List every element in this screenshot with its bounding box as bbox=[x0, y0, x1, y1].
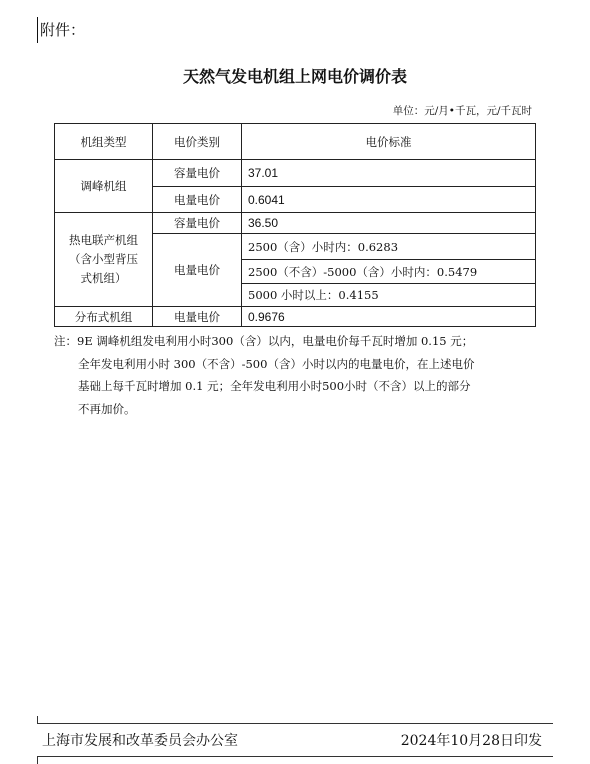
text-cursor bbox=[37, 17, 38, 43]
cell-chp-type bbox=[55, 213, 153, 307]
table-header-row bbox=[55, 124, 536, 160]
cell-chp-type-line1: 热电联产机组 bbox=[69, 233, 138, 247]
cell-chp-capacity-label: 容量电价 bbox=[153, 213, 242, 234]
cell-peak-capacity-value: 37.01 bbox=[242, 160, 536, 187]
cell-distributed-type: 分布式机组 bbox=[55, 307, 153, 327]
cell-peak-capacity-label: 容量电价 bbox=[153, 160, 242, 187]
footnote-line2: 全年发电利用小时 300（不含）-500（含）小时以内的电量电价，在上述电价 bbox=[78, 356, 475, 371]
cell-chp-tier1: 2500（含）小时内：0.6283 bbox=[242, 234, 536, 260]
cell-chp-type-line3: 式机组） bbox=[80, 271, 127, 285]
cell-chp-type-line2: （含小型背压 bbox=[69, 252, 138, 266]
cell-distributed-energy-value: 0.9676 bbox=[242, 307, 536, 327]
cell-peak-type: 调峰机组 bbox=[55, 160, 153, 213]
cell-chp-energy-label: 电量电价 bbox=[153, 234, 242, 307]
cell-chp-capacity-value: 36.50 bbox=[242, 213, 536, 234]
header-price-standard: 电价标准 bbox=[242, 124, 536, 160]
footnote-line4: 不再加价。 bbox=[78, 401, 136, 416]
footer-bottom-rule bbox=[37, 756, 553, 757]
cell-peak-energy-label: 电量电价 bbox=[153, 187, 242, 213]
cell-peak-energy-value: 0.6041 bbox=[242, 187, 536, 213]
cell-chp-tier3: 5000 小时以上：0.4155 bbox=[242, 284, 536, 307]
footnote-line1: 注：9E 调峰机组发电利用小时300（含）以内，电量电价每千瓦时增加 0.15 元； bbox=[54, 334, 474, 348]
table-row bbox=[55, 213, 536, 234]
unit-note: 单位：元/月•千瓦，元/千瓦时 bbox=[392, 105, 532, 117]
table-row bbox=[55, 160, 536, 187]
cell-distributed-energy-label: 电量电价 bbox=[153, 307, 242, 327]
footnote bbox=[54, 330, 534, 420]
header-unit-type: 机组类型 bbox=[55, 124, 153, 160]
footer-corner-mark-bottom bbox=[37, 756, 38, 764]
footer-date: 2024年10月28日印发 bbox=[400, 733, 542, 749]
attachment-label: 附件： bbox=[40, 21, 86, 39]
header-price-category: 电价类别 bbox=[153, 124, 242, 160]
footer-issuer: 上海市发展和改革委员会办公室 bbox=[42, 733, 238, 749]
footer-top-rule bbox=[37, 723, 553, 724]
document-title: 天然气发电机组上网电价调价表 bbox=[182, 67, 407, 86]
price-table bbox=[54, 123, 536, 327]
cell-chp-tier2: 2500（不含）-5000（含）小时内：0.5479 bbox=[242, 260, 536, 284]
footnote-line3: 基础上每千瓦时增加 0.1 元；全年发电利用小时500小时（不含）以上的部分 bbox=[78, 379, 471, 393]
table-row bbox=[55, 307, 536, 327]
footer-corner-mark bbox=[37, 716, 38, 724]
